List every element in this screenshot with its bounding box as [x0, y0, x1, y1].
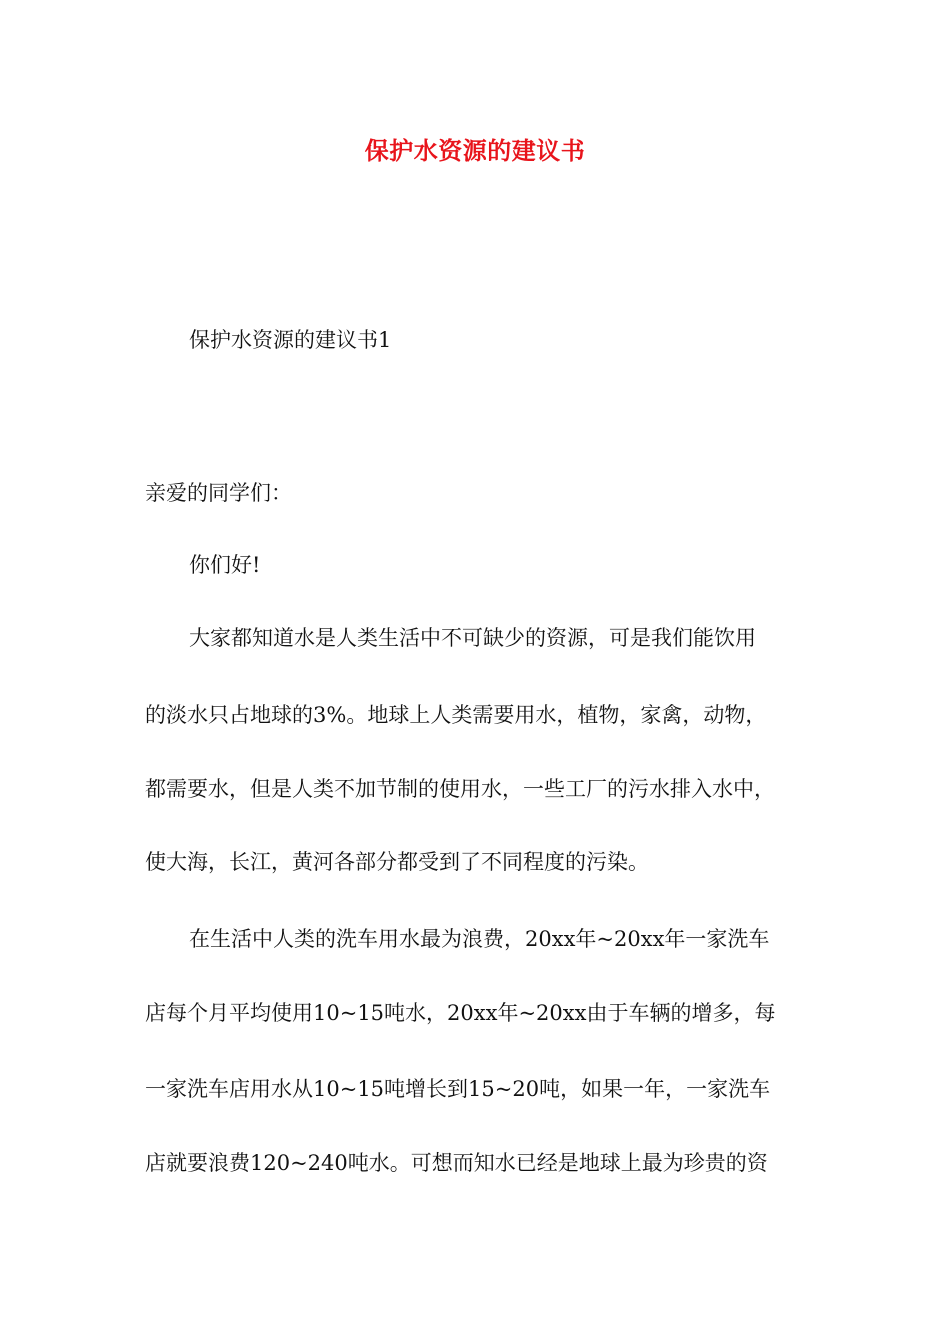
paragraph-line: 都需要水，但是人类不加节制的使用水，一些工厂的污水排入水中，	[145, 777, 775, 801]
paragraph-line: 店就要浪费120~240吨水。可想而知水已经是地球上最为珍贵的资	[145, 1151, 768, 1175]
paragraph-line: 使大海，长江，黄河各部分都受到了不同程度的污染。	[145, 850, 649, 874]
salutation: 亲爱的同学们：	[145, 481, 292, 505]
document-title: 保护水资源的建议书	[364, 136, 586, 165]
paragraph-line: 一家洗车店用水从10~15吨增长到15~20吨，如果一年，一家洗车	[145, 1077, 771, 1101]
section-heading: 保护水资源的建议书1	[189, 328, 392, 352]
paragraph-line: 的淡水只占地球的3%。地球上人类需要用水，植物，家禽，动物，	[145, 703, 767, 727]
paragraph-line: 店每个月平均使用10~15吨水，20xx年~20xx由于车辆的增多，每	[145, 1001, 776, 1025]
paragraph-line: 在生活中人类的洗车用水最为浪费，20xx年~20xx年一家洗车	[189, 927, 770, 951]
paragraph-line: 大家都知道水是人类生活中不可缺少的资源，可是我们能饮用	[189, 626, 756, 650]
greeting: 你们好!	[189, 553, 261, 577]
